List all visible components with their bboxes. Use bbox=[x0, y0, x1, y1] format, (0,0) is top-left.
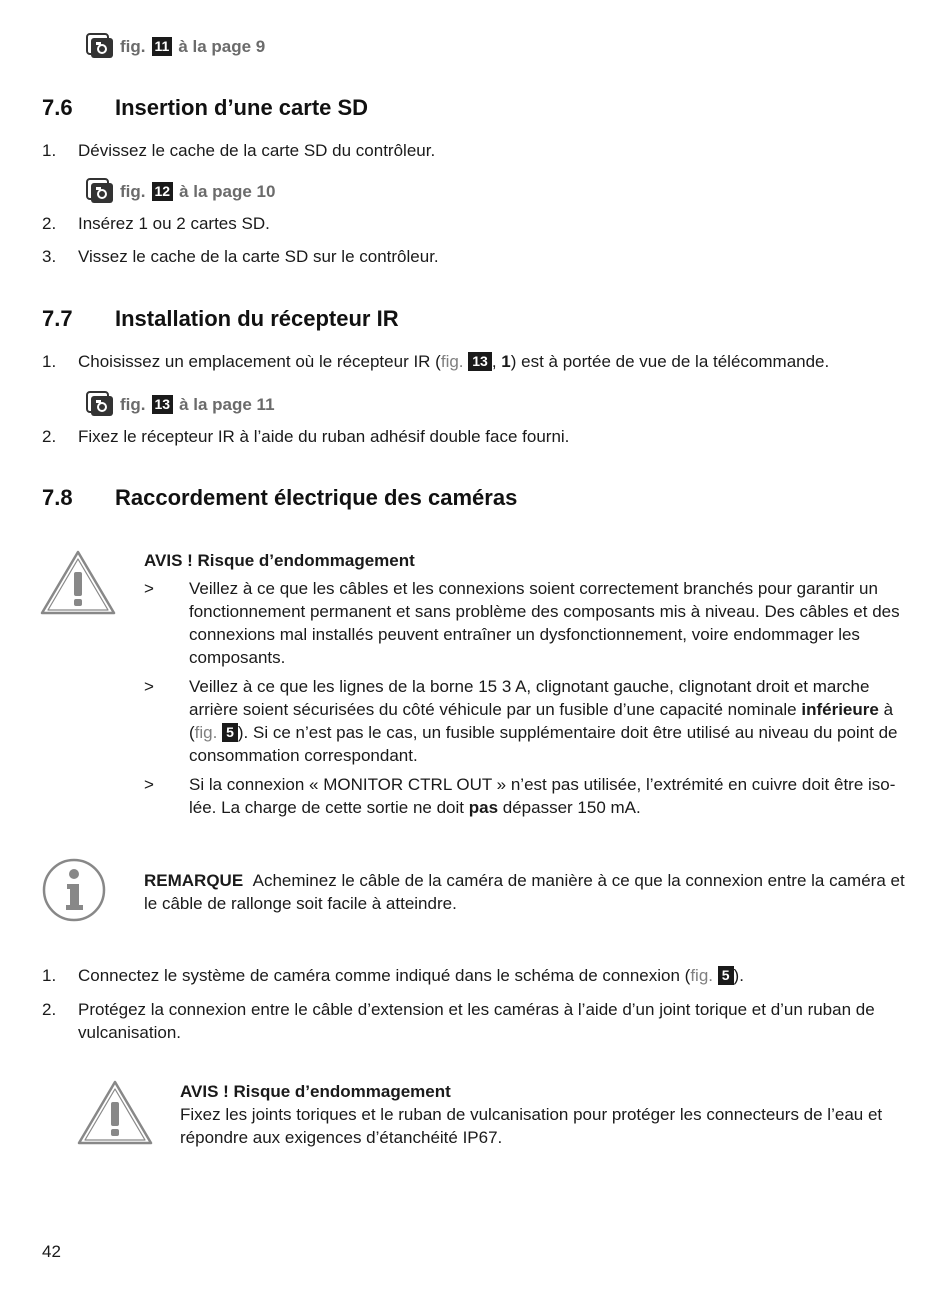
figure-number-badge: 11 bbox=[152, 37, 173, 56]
figure-link[interactable]: fig. bbox=[194, 723, 218, 742]
figure-number-badge[interactable]: 5 bbox=[718, 966, 734, 985]
bullet-text: Veillez à ce que les câbles et les connexions soient correctement branchés pour garantir un fonctionnement permanent et sans problème des composants mis à niveau. Des câbles et des connexions mal installés peuvent entraîner un dysfonctionnement, voire endommager les composants. bbox=[189, 579, 900, 667]
section-number: 7.6 bbox=[42, 95, 73, 120]
step-text-part: Choisissez un emplacement où le récepteur IR ( bbox=[78, 352, 441, 371]
section-title: Installation du récepteur IR bbox=[115, 306, 399, 331]
figure-link[interactable]: fig. bbox=[690, 966, 714, 985]
figure-label: fig. bbox=[120, 36, 146, 56]
step-number: 2. bbox=[42, 214, 57, 233]
bold-emphasis: inférieure bbox=[801, 700, 879, 719]
step-text: Insérez 1 ou 2 cartes SD. bbox=[78, 214, 270, 233]
step-text: Protégez la connexion entre le câble d’extension et les caméras à l’aide d’un joint torique et d’un ruban de vulcanisation. bbox=[78, 1000, 875, 1042]
step-text: Dévissez le cache de la carte SD du contrôleur. bbox=[78, 141, 436, 160]
figure-reference-13[interactable] bbox=[86, 390, 275, 418]
page-number: 42 bbox=[42, 1242, 61, 1261]
section-number: 7.8 bbox=[42, 485, 73, 510]
figure-reference-11[interactable] bbox=[86, 32, 265, 60]
step-number: 2. bbox=[42, 1000, 57, 1019]
notice-title bbox=[144, 549, 415, 572]
step-number: 3. bbox=[42, 247, 57, 266]
step-text-part: , bbox=[491, 352, 502, 371]
bullet-marker: > bbox=[144, 579, 154, 598]
figure-page-text: à la page 10 bbox=[179, 181, 276, 201]
camera-photo-icon bbox=[86, 33, 114, 59]
figure-number-badge[interactable]: 5 bbox=[222, 723, 238, 742]
notice-title-text: AVIS ! Risque d’endommagement bbox=[144, 551, 415, 570]
step-number: 1. bbox=[42, 966, 57, 985]
step-text: Vissez le cache de la carte SD sur le contrôleur. bbox=[78, 247, 439, 266]
warning-triangle-icon bbox=[40, 550, 116, 616]
bullet-text-part: Si la connexion « MONITOR CTRL OUT » n’est pas utilisée, l’extrémité en cuivre doit être iso-lée. La charge de cette sortie ne doit bbox=[189, 775, 896, 817]
step-text-part: ). bbox=[733, 966, 744, 985]
info-circle-icon bbox=[41, 857, 107, 923]
camera-photo-icon bbox=[86, 178, 114, 204]
section-number: 7.7 bbox=[42, 306, 73, 331]
step-text-part: ) est à portée de vue de la télécommande. bbox=[510, 352, 830, 371]
item-number-bold: 1 bbox=[501, 352, 511, 371]
figure-page-text: à la page 9 bbox=[178, 36, 266, 56]
section-title: Raccordement électrique des caméras bbox=[115, 485, 518, 510]
step-number: 2. bbox=[42, 427, 57, 446]
bullet-text-part: ). Si ce n’est pas le cas, un fusible supplémentaire doit être utilisé au niveau du point de consommation correspondant. bbox=[189, 723, 898, 765]
figure-number-badge: 12 bbox=[152, 182, 174, 201]
warning-triangle-icon bbox=[77, 1080, 153, 1146]
bullet-text-part: dépasser 150 mA. bbox=[498, 798, 641, 817]
bullet-text bbox=[189, 773, 914, 819]
notice-box bbox=[180, 1080, 910, 1149]
remark-text: Acheminez le câble de la caméra de manière à ce que la connexion entre la caméra et le câble de rallonge soit facile à atteindre. bbox=[144, 871, 905, 913]
step-text-part: Connectez le système de caméra comme indiqué dans le schéma de connexion ( bbox=[78, 966, 691, 985]
notice-text: Fixez les joints toriques et le ruban de vulcanisation pour protéger les connecteurs de l’eau et répondre aux exigences d’étanchéité IP67. bbox=[180, 1105, 883, 1147]
bullet-text bbox=[189, 675, 914, 767]
step-text bbox=[78, 964, 908, 987]
remark-label: REMARQUE bbox=[144, 871, 244, 890]
step-text bbox=[78, 350, 908, 373]
notice-title: AVIS ! Risque d’endommagement bbox=[180, 1082, 451, 1101]
figure-link[interactable]: fig. bbox=[440, 352, 464, 371]
figure-label: fig. bbox=[120, 181, 146, 201]
step-number: 1. bbox=[42, 352, 57, 371]
remark-paragraph bbox=[144, 869, 914, 915]
section-title: Insertion d’une carte SD bbox=[115, 95, 369, 120]
figure-label: fig. bbox=[120, 394, 146, 414]
figure-reference-12[interactable] bbox=[86, 177, 275, 205]
bold-emphasis: pas bbox=[468, 798, 499, 817]
camera-photo-icon bbox=[86, 391, 114, 417]
figure-page-text: à la page 11 bbox=[179, 394, 275, 414]
bullet-text-part: Veillez à ce que les lignes de la borne 15 3 A, clignotant gauche, clignotant droit et marche arrière soient sécurisées du côté véhicule par un fusible d’une capacité nominale bbox=[189, 677, 870, 719]
bullet-text-part: à ( bbox=[189, 700, 894, 742]
step-number: 1. bbox=[42, 141, 57, 160]
figure-number-badge: 13 bbox=[152, 395, 174, 414]
step-text: Fixez le récepteur IR à l’aide du ruban adhésif double face fourni. bbox=[78, 427, 570, 446]
bullet-marker: > bbox=[144, 775, 154, 794]
bullet-marker: > bbox=[144, 677, 154, 696]
figure-number-badge[interactable]: 13 bbox=[468, 352, 492, 371]
